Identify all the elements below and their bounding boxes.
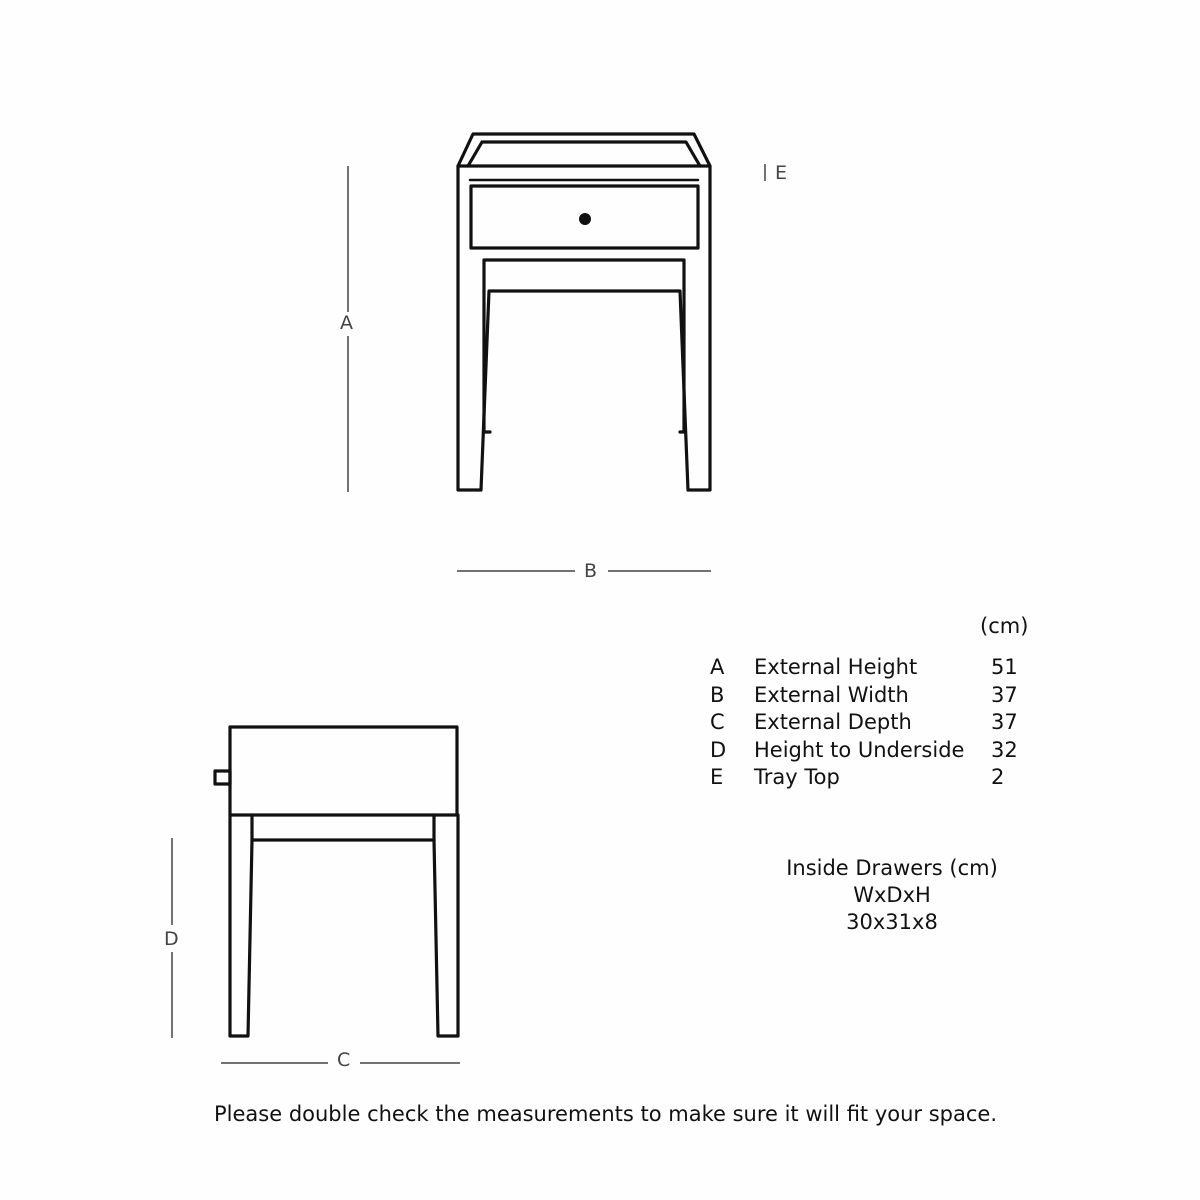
dimension-key: B [710,682,725,707]
dimensions-table [710,654,1031,792]
table-row [710,764,1031,792]
dimension-value: 2 [991,765,1005,789]
dimension-value: 51 [991,655,1018,679]
dimension-name: External Height [754,655,918,679]
inside-drawers-block [770,855,1014,936]
dimension-label-d: D [164,928,179,950]
side-knob [215,771,230,784]
front-tray-top [458,134,710,166]
front-stretcher [484,260,684,291]
dimension-value: 37 [991,710,1018,734]
side-view-drawing [215,727,458,1036]
dimension-key: D [710,737,727,762]
inside-drawers-value: 30x31x8 [846,910,938,934]
front-tray-rim [468,142,700,166]
front-rear-legs [484,291,684,432]
side-legs [230,815,458,1036]
table-row [710,709,1031,737]
measurement-note: Please double check the measurements to make sure it will fit your space. [214,1102,998,1126]
table-row [710,737,1031,765]
drawer-knob [579,213,591,225]
side-body [230,727,457,815]
table-row [710,654,1031,682]
dimension-label-c: C [337,1049,351,1071]
dimension-label-b: B [584,560,598,582]
dimension-key: C [710,710,725,734]
table-row [710,682,1031,710]
inside-drawers-title: Inside Drawers (cm) [786,856,998,880]
dimension-key: E [710,765,724,789]
dimension-lines [172,164,765,1063]
dimension-label-a: A [340,312,353,334]
dimension-value: 32 [991,737,1018,762]
dimension-label-e: E [775,162,788,184]
side-stretcher [252,815,434,840]
dimension-value: 37 [991,682,1018,707]
dimension-name: Tray Top [754,765,840,789]
dimension-name: Height to Underside [754,737,965,762]
front-view-drawing [458,134,710,490]
inside-drawers-format: WxDxH [853,883,931,907]
unit-header: (cm) [980,614,1029,638]
dimension-key: A [710,655,725,679]
dimension-name: External Depth [754,710,912,734]
dimension-name: External Width [754,682,909,707]
